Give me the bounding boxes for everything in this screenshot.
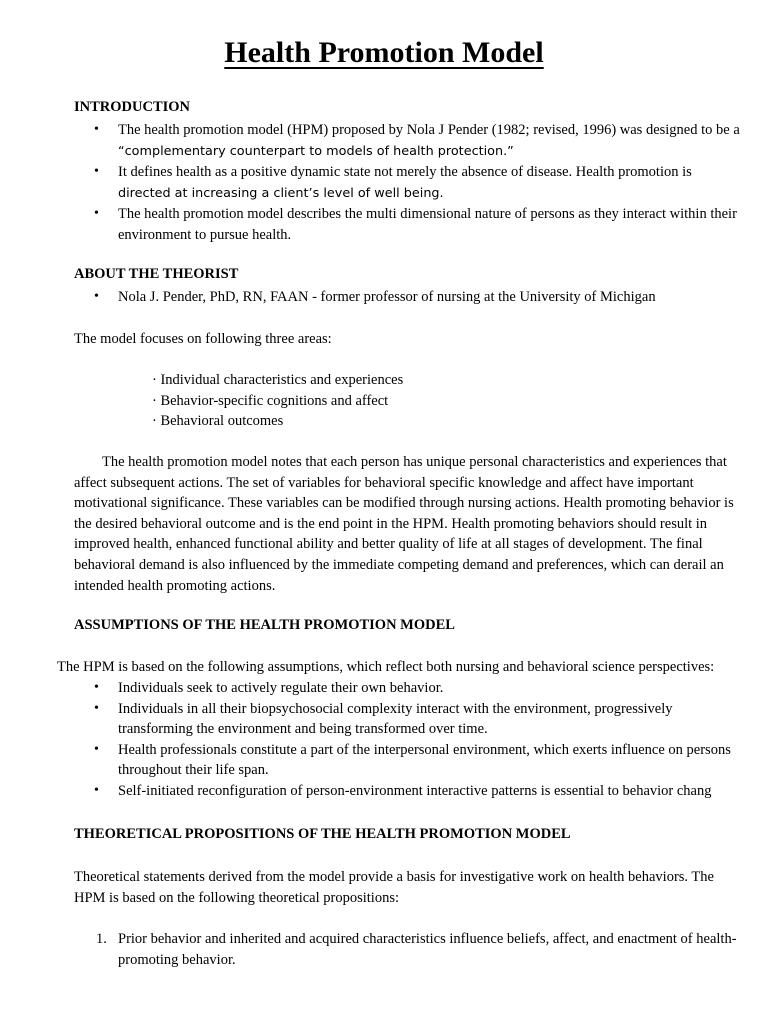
- bullet-text: It defines health as a positive dynamic state not merely the absence of disease. Health promotion is: [118, 164, 692, 181]
- bullet-text: Individuals seek to actively regulate their own behavior.: [118, 680, 444, 696]
- assumptions-heading: ASSUMPTIONS OF THE HEALTH PROMOTION MODEL: [74, 617, 455, 633]
- list-item: [74, 678, 742, 699]
- bullet-icon: •: [94, 782, 99, 798]
- bullet-text: Self-initiated reconfiguration of person-environment interactive patterns is essential to behavior chang: [118, 782, 712, 799]
- bullet-text: Individuals in all their biopsychosocial complexity interact with the environment, progressively transforming the environment and being transformed over time.: [118, 700, 673, 738]
- propositions-list: [74, 929, 742, 970]
- bullet-icon: •: [94, 122, 99, 137]
- bullet-text-sans: directed at increasing a client’s level of well being.: [118, 185, 444, 201]
- bullet-icon: •: [94, 289, 99, 304]
- theorist-heading: ABOUT THE THEORIST: [74, 266, 239, 282]
- assumptions-intro: The HPM is based on the following assumptions, which reflect both nursing and behavioral science perspectives:: [57, 659, 715, 675]
- bullet-quote: “complementary counterpart to models of health protection.”: [118, 143, 514, 159]
- list-item: · Behavioral outcomes: [152, 413, 284, 430]
- list-item: [74, 287, 742, 308]
- introduction-bullet-list: [74, 120, 742, 246]
- theorist-bullet-list: [74, 287, 742, 308]
- document-title: Health Promotion Model: [224, 36, 544, 69]
- introduction-heading: INTRODUCTION: [74, 99, 191, 115]
- bullet-icon: •: [94, 206, 99, 222]
- list-item: [74, 781, 742, 802]
- list-item: [74, 929, 742, 970]
- bullet-icon: •: [94, 164, 99, 180]
- assumptions-bullet-list: [74, 678, 742, 802]
- list-item: [74, 699, 742, 740]
- body-paragraph: The health promotion model notes that each person has unique personal characteristics and experiences that affect subsequent actions. The set of variables for behavioral specific knowledge and affect have important motivational significance. These variables can be modified through nursing actions. Health promoting behavior is the desired behavioral outcome and is the end point in the HPM. Health promoting behaviors should result in improved health, enhanced functional ability and better quality of life at all stages of development. The final behavioral demand is also influenced by the immediate competing demand and preferences, which can derail an intended health promoting actions.: [74, 454, 734, 594]
- list-item: · Behavior-specific cognitions and affect: [152, 392, 389, 409]
- bullet-icon: •: [94, 680, 99, 695]
- bullet-icon: •: [94, 700, 99, 716]
- list-item: · Individual characteristics and experiences: [152, 372, 404, 388]
- areas-list: [152, 370, 403, 432]
- bullet-text: Nola J. Pender, PhD, RN, FAAN - former professor of nursing at the University of Michigan: [118, 289, 656, 305]
- list-item: [74, 162, 742, 204]
- bullet-text: The health promotion model (HPM) proposed by Nola J Pender (1982; revised, 1996) was designed to be a: [118, 122, 740, 138]
- propositions-heading: THEORETICAL PROPOSITIONS OF THE HEALTH PROMOTION MODEL: [74, 826, 571, 842]
- bullet-icon: •: [94, 741, 99, 757]
- item-text: Prior behavior and inherited and acquired characteristics influence beliefs, affect, and enactment of health-promoting behavior.: [118, 931, 737, 968]
- bullet-text: The health promotion model describes the multi dimensional nature of persons as they interact within their environment to pursue health.: [118, 206, 737, 243]
- list-item: [74, 120, 742, 162]
- areas-intro: The model focuses on following three areas:: [74, 331, 332, 347]
- item-number: 1.: [96, 931, 107, 947]
- list-item: [74, 740, 742, 781]
- list-item: [74, 204, 742, 245]
- bullet-text: Health professionals constitute a part of the interpersonal environment, which exerts influence on persons throughout their life span.: [118, 741, 731, 779]
- propositions-intro: Theoretical statements derived from the model provide a basis for investigative work on health behaviors. The HPM is based on the following theoretical propositions:: [74, 869, 714, 906]
